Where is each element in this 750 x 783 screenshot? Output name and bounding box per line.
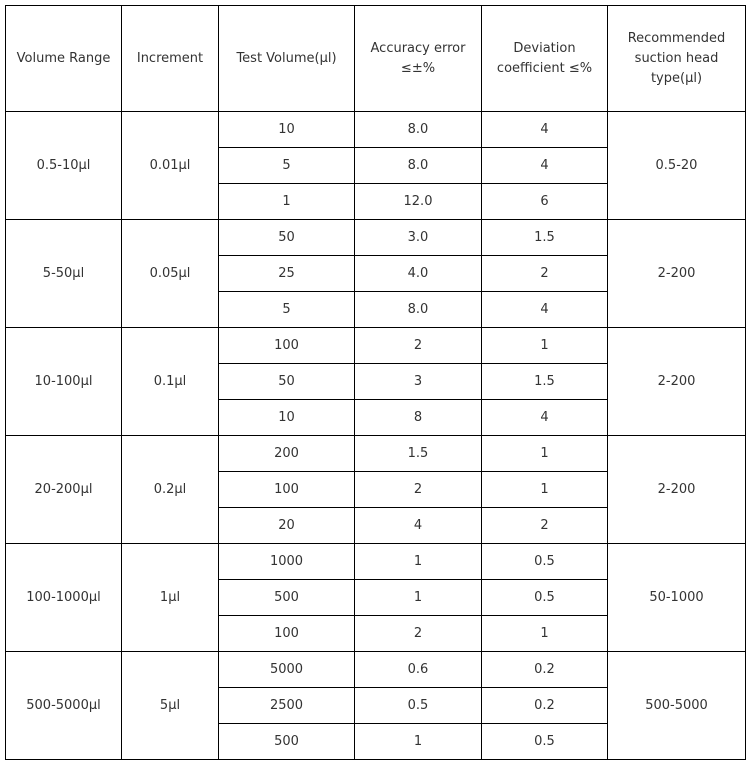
- increment-cell: 0.01μl: [122, 112, 219, 220]
- test-volume-cell: 10: [219, 112, 355, 148]
- test-volume-cell: 50: [219, 220, 355, 256]
- deviation-coefficient-cell: 1: [482, 436, 608, 472]
- accuracy-error-cell: 1.5: [355, 436, 482, 472]
- increment-cell: 0.2μl: [122, 436, 219, 544]
- test-volume-cell: 100: [219, 328, 355, 364]
- volume-range-cell: 20-200μl: [6, 436, 122, 544]
- table-body: [6, 112, 746, 760]
- table-row: [6, 328, 746, 364]
- increment-cell: 5μl: [122, 652, 219, 760]
- deviation-coefficient-cell: 1: [482, 472, 608, 508]
- test-volume-cell: 500: [219, 724, 355, 760]
- table-row: [6, 112, 746, 148]
- test-volume-cell: 5: [219, 148, 355, 184]
- accuracy-error-cell: 4.0: [355, 256, 482, 292]
- test-volume-cell: 100: [219, 472, 355, 508]
- deviation-coefficient-cell: 0.2: [482, 652, 608, 688]
- accuracy-error-cell: 3: [355, 364, 482, 400]
- test-volume-cell: 25: [219, 256, 355, 292]
- test-volume-cell: 5000: [219, 652, 355, 688]
- header-test-volume: Test Volume(μl): [219, 6, 355, 112]
- table-row: [6, 436, 746, 472]
- test-volume-cell: 1000: [219, 544, 355, 580]
- header-recommended-tip: Recommended suction head type(μl): [608, 6, 746, 112]
- test-volume-cell: 20: [219, 508, 355, 544]
- accuracy-error-cell: 2: [355, 472, 482, 508]
- header-volume-range: Volume Range: [6, 6, 122, 112]
- volume-range-cell: 500-5000μl: [6, 652, 122, 760]
- test-volume-cell: 200: [219, 436, 355, 472]
- accuracy-error-cell: 2: [355, 616, 482, 652]
- recommended-tip-cell: 500-5000: [608, 652, 746, 760]
- deviation-coefficient-cell: 1: [482, 328, 608, 364]
- table-row: [6, 220, 746, 256]
- volume-range-cell: 100-1000μl: [6, 544, 122, 652]
- test-volume-cell: 500: [219, 580, 355, 616]
- accuracy-error-cell: 0.5: [355, 688, 482, 724]
- recommended-tip-cell: 2-200: [608, 220, 746, 328]
- accuracy-error-cell: 8: [355, 400, 482, 436]
- header-increment: Increment: [122, 6, 219, 112]
- accuracy-error-cell: 8.0: [355, 148, 482, 184]
- deviation-coefficient-cell: 1.5: [482, 220, 608, 256]
- header-accuracy-error: Accuracy error ≤±%: [355, 6, 482, 112]
- deviation-coefficient-cell: 2: [482, 256, 608, 292]
- deviation-coefficient-cell: 1.5: [482, 364, 608, 400]
- test-volume-cell: 1: [219, 184, 355, 220]
- test-volume-cell: 50: [219, 364, 355, 400]
- deviation-coefficient-cell: 0.5: [482, 580, 608, 616]
- deviation-coefficient-cell: 0.5: [482, 724, 608, 760]
- test-volume-cell: 10: [219, 400, 355, 436]
- deviation-coefficient-cell: 4: [482, 400, 608, 436]
- deviation-coefficient-cell: 2: [482, 508, 608, 544]
- accuracy-error-cell: 8.0: [355, 112, 482, 148]
- accuracy-error-cell: 8.0: [355, 292, 482, 328]
- table-row: [6, 652, 746, 688]
- increment-cell: 0.05μl: [122, 220, 219, 328]
- deviation-coefficient-cell: 1: [482, 616, 608, 652]
- accuracy-error-cell: 2: [355, 328, 482, 364]
- deviation-coefficient-cell: 4: [482, 148, 608, 184]
- recommended-tip-cell: 2-200: [608, 436, 746, 544]
- increment-cell: 1μl: [122, 544, 219, 652]
- volume-range-cell: 10-100μl: [6, 328, 122, 436]
- accuracy-error-cell: 12.0: [355, 184, 482, 220]
- accuracy-error-cell: 1: [355, 724, 482, 760]
- deviation-coefficient-cell: 0.5: [482, 544, 608, 580]
- volume-range-cell: 0.5-10μl: [6, 112, 122, 220]
- deviation-coefficient-cell: 4: [482, 112, 608, 148]
- deviation-coefficient-cell: 4: [482, 292, 608, 328]
- accuracy-error-cell: 1: [355, 544, 482, 580]
- test-volume-cell: 100: [219, 616, 355, 652]
- deviation-coefficient-cell: 6: [482, 184, 608, 220]
- volume-range-cell: 5-50μl: [6, 220, 122, 328]
- recommended-tip-cell: 2-200: [608, 328, 746, 436]
- header-row: [6, 6, 746, 112]
- header-deviation-coefficient: Deviation coefficient ≤%: [482, 6, 608, 112]
- recommended-tip-cell: 0.5-20: [608, 112, 746, 220]
- deviation-coefficient-cell: 0.2: [482, 688, 608, 724]
- recommended-tip-cell: 50-1000: [608, 544, 746, 652]
- table-row: [6, 544, 746, 580]
- increment-cell: 0.1μl: [122, 328, 219, 436]
- accuracy-error-cell: 4: [355, 508, 482, 544]
- test-volume-cell: 5: [219, 292, 355, 328]
- pipette-spec-table: [5, 5, 746, 760]
- accuracy-error-cell: 0.6: [355, 652, 482, 688]
- accuracy-error-cell: 1: [355, 580, 482, 616]
- test-volume-cell: 2500: [219, 688, 355, 724]
- accuracy-error-cell: 3.0: [355, 220, 482, 256]
